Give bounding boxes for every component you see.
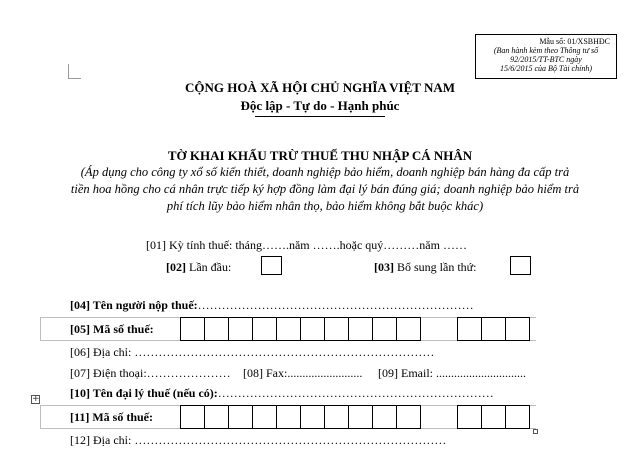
supplement-number-box[interactable] — [510, 256, 531, 275]
agent-tax-code-cell[interactable] — [481, 405, 506, 429]
form-note-line-3: 15/6/2015 của Bộ Tài chính) — [500, 64, 592, 73]
agent-tax-code-cells-branch[interactable] — [457, 405, 530, 429]
tax-code-cell[interactable] — [276, 317, 301, 341]
tax-code-cell[interactable] — [300, 317, 325, 341]
table-resize-handle[interactable] — [533, 429, 538, 434]
field-10-tax-agent-name[interactable] — [70, 386, 494, 401]
field-06-address[interactable]: [06] Địa chỉ: ………………………………………………………………… — [70, 345, 435, 359]
field-01-tax-period[interactable]: [01] Kỳ tính thuế: tháng…….năm …….hoặc quý………năm …… — [146, 238, 467, 252]
agent-tax-code-cell[interactable] — [276, 405, 301, 429]
tax-code-cell[interactable] — [457, 317, 482, 341]
national-motto: Độc lập - Tự do - Hạnh phúc — [240, 98, 400, 113]
page-margin-marker — [68, 64, 81, 79]
tax-code-cell[interactable] — [481, 317, 506, 341]
agent-tax-code-cell[interactable] — [324, 405, 349, 429]
form-code: Mẫu số: 01/XSBHĐC — [539, 37, 610, 46]
national-title: CỘNG HOÀ XÃ HỘI CHỦ NGHĨA VIỆT NAM — [184, 80, 456, 95]
field-02-first-time — [166, 260, 231, 275]
field-04-taxpayer-name[interactable] — [70, 298, 474, 313]
agent-tax-code-cell[interactable] — [505, 405, 530, 429]
form-note-line-1: (Ban hành kèm theo Thông tư số — [493, 46, 599, 55]
tax-code-cell[interactable] — [372, 317, 397, 341]
field-08-fax[interactable]: [08] Fax:......................... — [243, 366, 363, 380]
tax-code-cells-branch[interactable] — [457, 317, 530, 341]
field-10-label: [10] Tên đại lý thuế (nếu có): — [70, 386, 218, 400]
tax-code-cell[interactable] — [324, 317, 349, 341]
field-03-label: [03] — [374, 260, 394, 274]
field-03-text: Bổ sung lần thứ: — [397, 260, 477, 274]
field-11-agent-tax-code-label: [11] Mã số thuế: — [70, 410, 153, 424]
agent-tax-code-cell[interactable] — [180, 405, 205, 429]
tax-code-cell[interactable] — [180, 317, 205, 341]
agent-tax-code-cell[interactable] — [228, 405, 253, 429]
field-12-agent-address[interactable]: [12] Địa chỉ: …………………………………………………………………… — [70, 433, 447, 447]
form-subtitle: (Áp dụng cho công ty xổ số kiến thiết, doanh nghiệp bảo hiểm, doanh nghiệp bán hàng đa cấp trả tiền hoa hồng cho cá nhân trực tiếp ký hợp đồng làm đại lý bán đúng giá; doanh nghiệp bảo hiểm trả phí tích lũy bảo hiểm nhân thọ, bảo hiểm không bắt buộc khác) — [70, 165, 580, 213]
field-05-tax-code-label: [05] Mã số thuế: — [70, 322, 154, 336]
agent-tax-code-cells-main[interactable] — [180, 405, 421, 429]
field-04-dots: …………………………………………………………… — [197, 298, 474, 312]
tax-code-cells-main[interactable] — [180, 317, 421, 341]
field-02-text: Lần đầu: — [189, 260, 232, 274]
motto-underline — [255, 116, 385, 117]
field-09-email[interactable]: [09] Email: .............................. — [378, 366, 526, 380]
field-07-phone[interactable]: [07] Điện thoại:………………… — [70, 366, 231, 380]
form-note-line-2: 92/2015/TT-BTC ngày — [510, 55, 582, 64]
form-number-box — [475, 34, 617, 79]
first-time-checkbox[interactable] — [261, 256, 282, 275]
agent-tax-code-cell[interactable] — [204, 405, 229, 429]
tax-code-cell[interactable] — [505, 317, 530, 341]
field-10-dots: …………………………………………………………… — [217, 386, 494, 400]
tax-code-cell[interactable] — [204, 317, 229, 341]
tax-code-cell[interactable] — [348, 317, 373, 341]
field-02-label: [02] — [166, 260, 186, 274]
agent-tax-code-cell[interactable] — [348, 405, 373, 429]
agent-tax-code-cell[interactable] — [300, 405, 325, 429]
agent-tax-code-cell[interactable] — [396, 405, 421, 429]
agent-tax-code-cell[interactable] — [457, 405, 482, 429]
form-title: TỜ KHAI KHẤU TRỪ THUẾ THU NHẬP CÁ NHÂN — [167, 148, 473, 163]
agent-tax-code-cell[interactable] — [252, 405, 277, 429]
tax-code-cell[interactable] — [252, 317, 277, 341]
table-move-handle-icon[interactable]: + — [32, 394, 40, 404]
tax-code-cell[interactable] — [396, 317, 421, 341]
agent-tax-code-cell[interactable] — [372, 405, 397, 429]
field-03-supplement — [374, 260, 477, 275]
field-04-label: [04] Tên người nộp thuế: — [70, 298, 198, 312]
tax-code-cell[interactable] — [228, 317, 253, 341]
